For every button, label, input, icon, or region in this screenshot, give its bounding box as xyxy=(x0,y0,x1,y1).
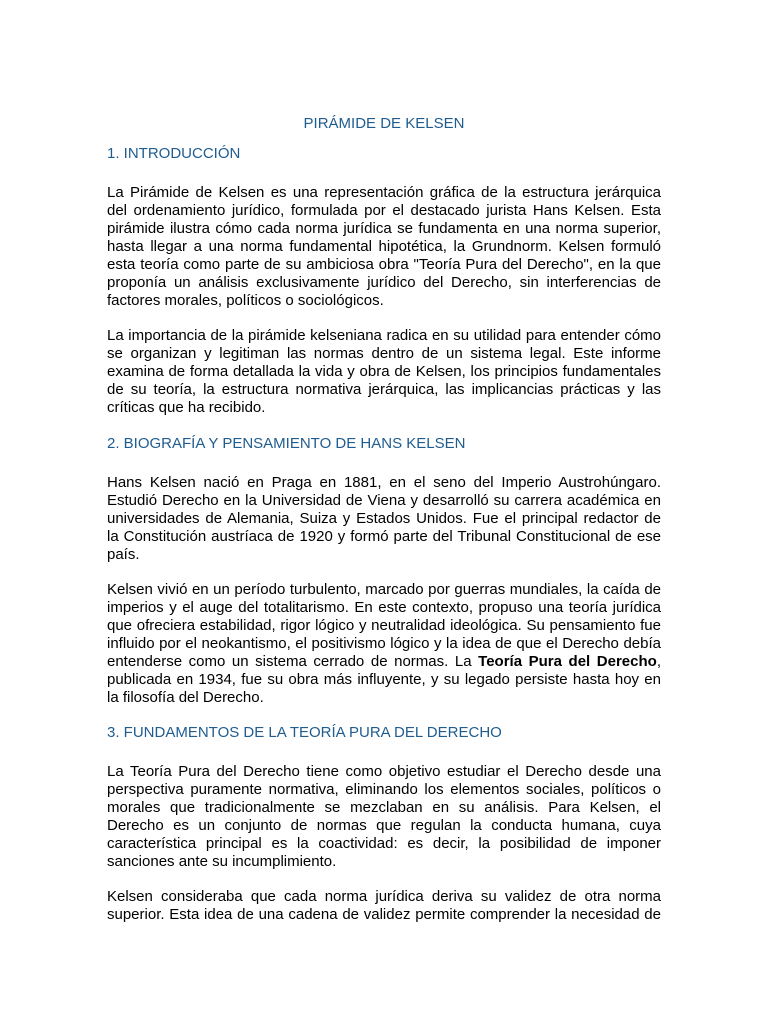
text-line: sanciones ante su incumplimiento. xyxy=(107,853,337,870)
text-line: factores morales, políticos o sociológicos. xyxy=(107,292,384,309)
text-line: la Constitución austríaca de 1920 y formó parte del Tribunal Constitucional de ese xyxy=(107,528,661,545)
text-line: La Pirámide de Kelsen es una representación gráfica de la estructura jerárquica xyxy=(107,184,661,201)
text-line: La Teoría Pura del Derecho tiene como objetivo estudiar el Derecho desde una xyxy=(107,763,661,780)
text-line: Derecho es un conjunto de normas que regulan la conducta humana, cuya xyxy=(107,817,661,834)
text-line: país. xyxy=(107,546,140,563)
paragraph-biografia-2 xyxy=(107,581,661,707)
text-line: perspectiva puramente normativa, eliminando los elementos sociales, políticos o xyxy=(107,781,661,798)
text-line: se organizan y legitiman las normas dentro de un sistema legal. Este informe xyxy=(107,345,661,362)
paragraph-introduccion-1 xyxy=(107,184,661,310)
text-line: característica principal es la coactividad: es decir, la posibilidad de imponer xyxy=(107,835,661,852)
paragraph-introduccion-2 xyxy=(107,327,661,417)
paragraph-fundamentos-1 xyxy=(107,763,661,871)
text-line: Estudió Derecho en la Universidad de Viena y desarrolló su carrera académica en xyxy=(107,492,661,509)
text-line: que ofreciera estabilidad, rigor lógico y neutralidad ideológica. Su pensamiento fue xyxy=(107,617,661,634)
section-heading-fundamentos: 3. FUNDAMENTOS DE LA TEORÍA PURA DEL DERECHO xyxy=(107,724,502,741)
text-line: La importancia de la pirámide kelseniana radica en su utilidad para entender cómo xyxy=(107,327,661,344)
text-line: Kelsen vivió en un período turbulento, marcado por guerras mundiales, la caída de xyxy=(107,581,661,598)
text-line: examina de forma detallada la vida y obra de Kelsen, los principios fundamentales xyxy=(107,363,661,380)
text-line: de su teoría, la estructura normativa jerárquica, las implicancias prácticas y las xyxy=(107,381,661,398)
text-line: críticas que ha recibido. xyxy=(107,399,266,416)
text-segment: , xyxy=(656,653,661,670)
text-line: proponía un análisis exclusivamente jurídico del Derecho, sin interferencias de xyxy=(107,274,661,291)
text-line: publicada en 1934, fue su obra más influyente, y su legado persiste hasta hoy en xyxy=(107,671,661,688)
text-line: pirámide ilustra cómo cada norma jurídica se fundamenta en una norma superior, xyxy=(107,220,661,237)
text-line: imperios y el auge del totalitarismo. En este contexto, propuso una teoría jurídica xyxy=(107,599,661,616)
paragraph-fundamentos-2 xyxy=(107,888,661,924)
bold-work-title: Teoría Pura del Derecho xyxy=(478,653,657,670)
text-line: superior. Esta idea de una cadena de validez permite comprender la necesidad de xyxy=(107,906,661,923)
text-line-with-bold xyxy=(107,653,661,671)
text-line: Kelsen consideraba que cada norma jurídica deriva su validez de otra norma xyxy=(107,888,661,905)
text-line: del ordenamiento jurídico, formulada por el destacado jurista Hans Kelsen. Esta xyxy=(107,202,661,219)
document-title: PIRÁMIDE DE KELSEN xyxy=(303,115,465,132)
text-segment: entenderse como un sistema cerrado de normas. La xyxy=(107,653,479,670)
text-line: universidades de Alemania, Suiza y Estados Unidos. Fue el principal redactor de xyxy=(107,510,661,527)
text-line: Hans Kelsen nació en Praga en 1881, en el seno del Imperio Austrohúngaro. xyxy=(107,474,661,491)
paragraph-biografia-1 xyxy=(107,474,661,564)
section-heading-biografia: 2. BIOGRAFÍA Y PENSAMIENTO DE HANS KELSEN xyxy=(107,435,466,452)
text-line: influido por el neokantismo, el positivismo lógico y la idea de que el Derecho debía xyxy=(107,635,661,652)
text-line: hasta llegar a una norma fundamental hipotética, la Grundnorm. Kelsen formuló xyxy=(107,238,661,255)
text-line: la filosofía del Derecho. xyxy=(107,689,264,706)
section-heading-introduccion: 1. INTRODUCCIÓN xyxy=(107,145,241,162)
text-line: morales que tradicionalmente se mezclaban en su análisis. Para Kelsen, el xyxy=(107,799,661,816)
text-line: esta teoría como parte de su ambiciosa obra "Teoría Pura del Derecho", en la que xyxy=(107,256,661,273)
